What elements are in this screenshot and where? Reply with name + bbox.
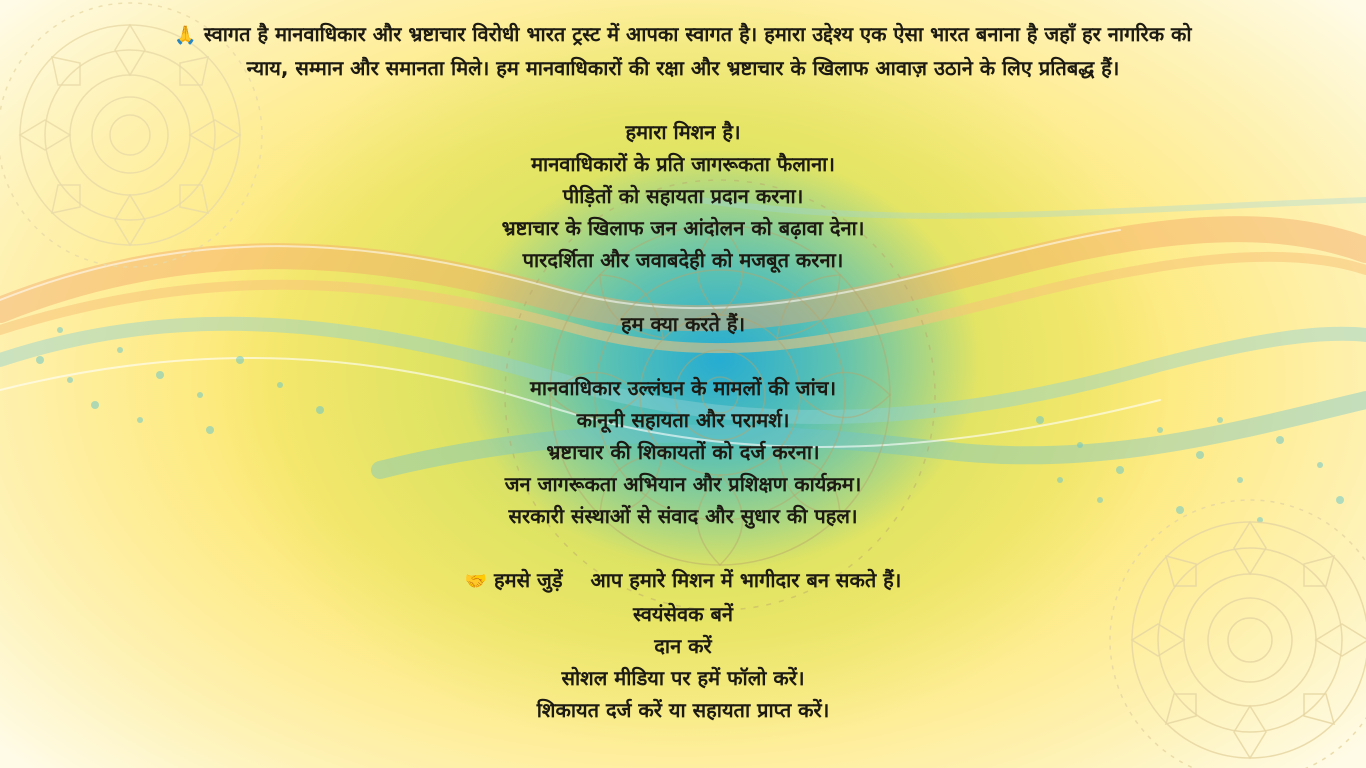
spacer [0,276,1366,308]
activity-item: जन जागरूकता अभियान और प्रशिक्षण कार्यक्रम। [504,472,862,496]
join-item: शिकायत दर्ज करें या सहायता प्राप्त करें। [536,698,830,722]
praying-hands-icon: 🙏 [174,25,197,46]
mission-heading: हमारा मिशन है। [625,120,741,144]
mission-item: पारदर्शिता और जवाबदेही को मजबूत करना। [522,248,844,272]
spacer [0,340,1366,372]
intro-text: स्वागत है मानवाधिकार और भ्रष्टाचार विरोधी भारत ट्रस्ट में आपका स्वागत है। हमारा उद्देश्य एक ऐसा भारत बनाना है जहाँ हर नागरिक को न्याय, सम्मान और समानता मिले। हम मानवाधिकारों की रक्षा और भ्रष्टाचार के खिलाफ आवाज़ उठाने के लिए प्रतिबद्ध हैं। [203,22,1192,80]
activity-item: सरकारी संस्थाओं से संवाद और सुधार की पहल। [508,504,858,528]
join-item: दान करें [654,634,712,658]
activity-item: मानवाधिकार उल्लंघन के मामलों की जांच। [529,376,837,400]
activity-item: कानूनी सहायता और परामर्श। [576,408,790,432]
join-item: स्वयंसेवक बनें [633,602,733,626]
activities-heading: हम क्या करते हैं। [620,312,746,336]
join-item: सोशल मीडिया पर हमें फॉलो करें। [561,666,805,690]
trust-info-text [0,18,1366,726]
spacer [0,84,1366,116]
mission-item: पीड़ितों को सहायता प्रदान करना। [562,184,804,208]
join-heading [0,564,1366,598]
activity-item: भ्रष्टाचार की शिकायतों को दर्ज करना। [546,440,820,464]
handshake-icon: 🤝 [464,571,488,592]
spacer [0,532,1366,564]
mission-item: मानवाधिकारों के प्रति जागरूकता फैलाना। [531,152,835,176]
mission-item: भ्रष्टाचार के खिलाफ जन आंदोलन को बढ़ावा देना। [501,216,865,240]
join-heading-text: हमसे जुड़ें आप हमारे मिशन में भागीदार बन सकते हैं। [493,568,902,592]
intro-paragraph [163,18,1203,84]
